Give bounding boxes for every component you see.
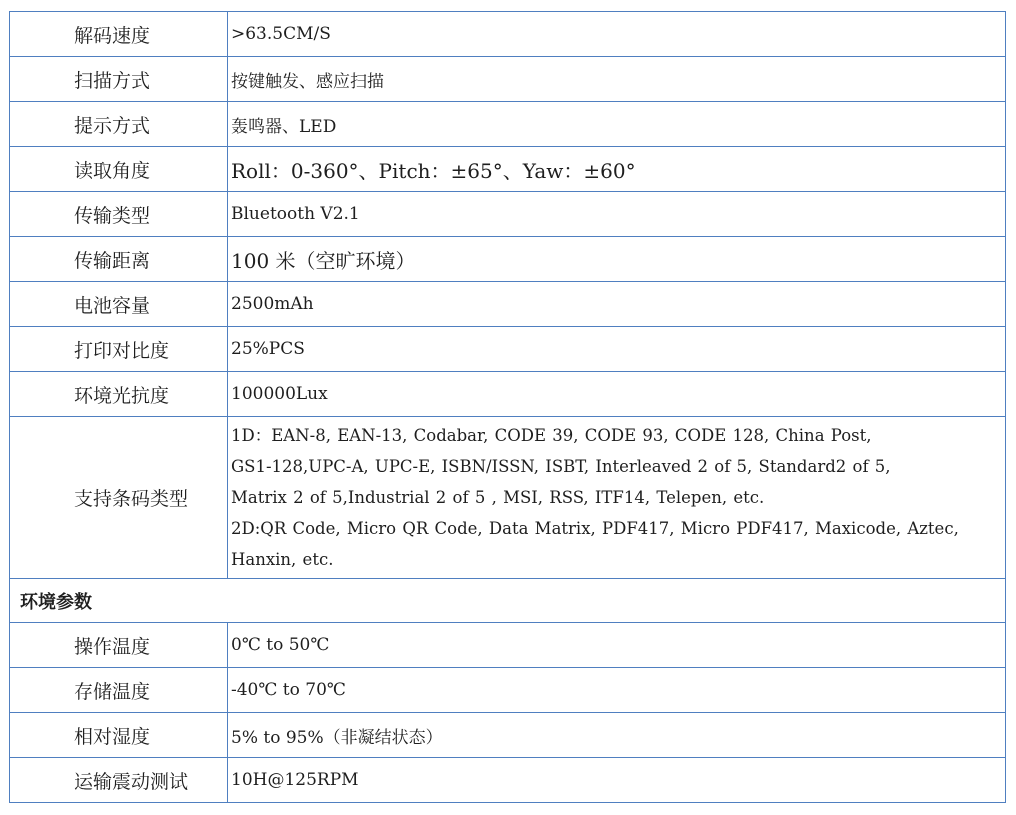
row-value: 10H@125RPM (228, 758, 1006, 803)
section-row (10, 579, 1006, 623)
row-label: 支持条码类型 (10, 417, 228, 579)
table-row (10, 102, 1006, 147)
table-row (10, 668, 1006, 713)
row-label: 相对湿度 (10, 713, 228, 758)
row-label: 操作温度 (10, 623, 228, 668)
barcode-line: 2D:QR Code, Micro QR Code, Data Matrix, PDF417, Micro PDF417, Maxicode, Aztec, (231, 519, 959, 538)
row-label: 读取角度 (10, 147, 228, 192)
row-value: 轰鸣器、LED (228, 102, 1006, 147)
row-label: 解码速度 (10, 12, 228, 57)
table-row-barcode-types (10, 417, 1006, 579)
table-row (10, 282, 1006, 327)
barcode-line: GS1-128,UPC-A, UPC-E, ISBN/ISSN, ISBT, Interleaved 2 of 5, Standard2 of 5, (231, 457, 891, 476)
row-value: 100 米（空旷环境） (228, 237, 1006, 282)
row-value: Roll：0-360°、Pitch：±65°、Yaw：±60° (228, 147, 1006, 192)
table-row (10, 623, 1006, 668)
barcode-line: Matrix 2 of 5,Industrial 2 of 5 , MSI, RSS, ITF14, Telepen, etc. (231, 488, 765, 507)
table-row (10, 57, 1006, 102)
row-label: 电池容量 (10, 282, 228, 327)
table-row (10, 12, 1006, 57)
table-row (10, 192, 1006, 237)
row-value: 25%PCS (228, 327, 1006, 372)
table-row (10, 327, 1006, 372)
row-label: 扫描方式 (10, 57, 228, 102)
spec-table (9, 11, 1006, 803)
row-value: Bluetooth V2.1 (228, 192, 1006, 237)
row-value: >63.5CM/S (228, 12, 1006, 57)
row-value: 100000Lux (228, 372, 1006, 417)
barcode-types-list (228, 417, 1006, 579)
table-row (10, 758, 1006, 803)
row-value: 0℃ to 50℃ (228, 623, 1006, 668)
row-label: 存储温度 (10, 668, 228, 713)
row-label: 传输类型 (10, 192, 228, 237)
row-label: 环境光抗度 (10, 372, 228, 417)
row-value: 2500mAh (228, 282, 1006, 327)
barcode-line: 1D：EAN-8, EAN-13, Codabar, CODE 39, CODE 93, CODE 128, China Post, (231, 426, 872, 445)
table-row (10, 237, 1006, 282)
table-row (10, 147, 1006, 192)
row-label: 提示方式 (10, 102, 228, 147)
row-label: 传输距离 (10, 237, 228, 282)
table-row (10, 372, 1006, 417)
row-value: -40℃ to 70℃ (228, 668, 1006, 713)
barcode-line: Hanxin, etc. (231, 550, 334, 569)
section-title: 环境参数 (10, 579, 1006, 623)
row-label: 运输震动测试 (10, 758, 228, 803)
row-value: 按键触发、感应扫描 (228, 57, 1006, 102)
table-row (10, 713, 1006, 758)
row-label: 打印对比度 (10, 327, 228, 372)
row-value: 5% to 95%（非凝结状态） (228, 713, 1006, 758)
